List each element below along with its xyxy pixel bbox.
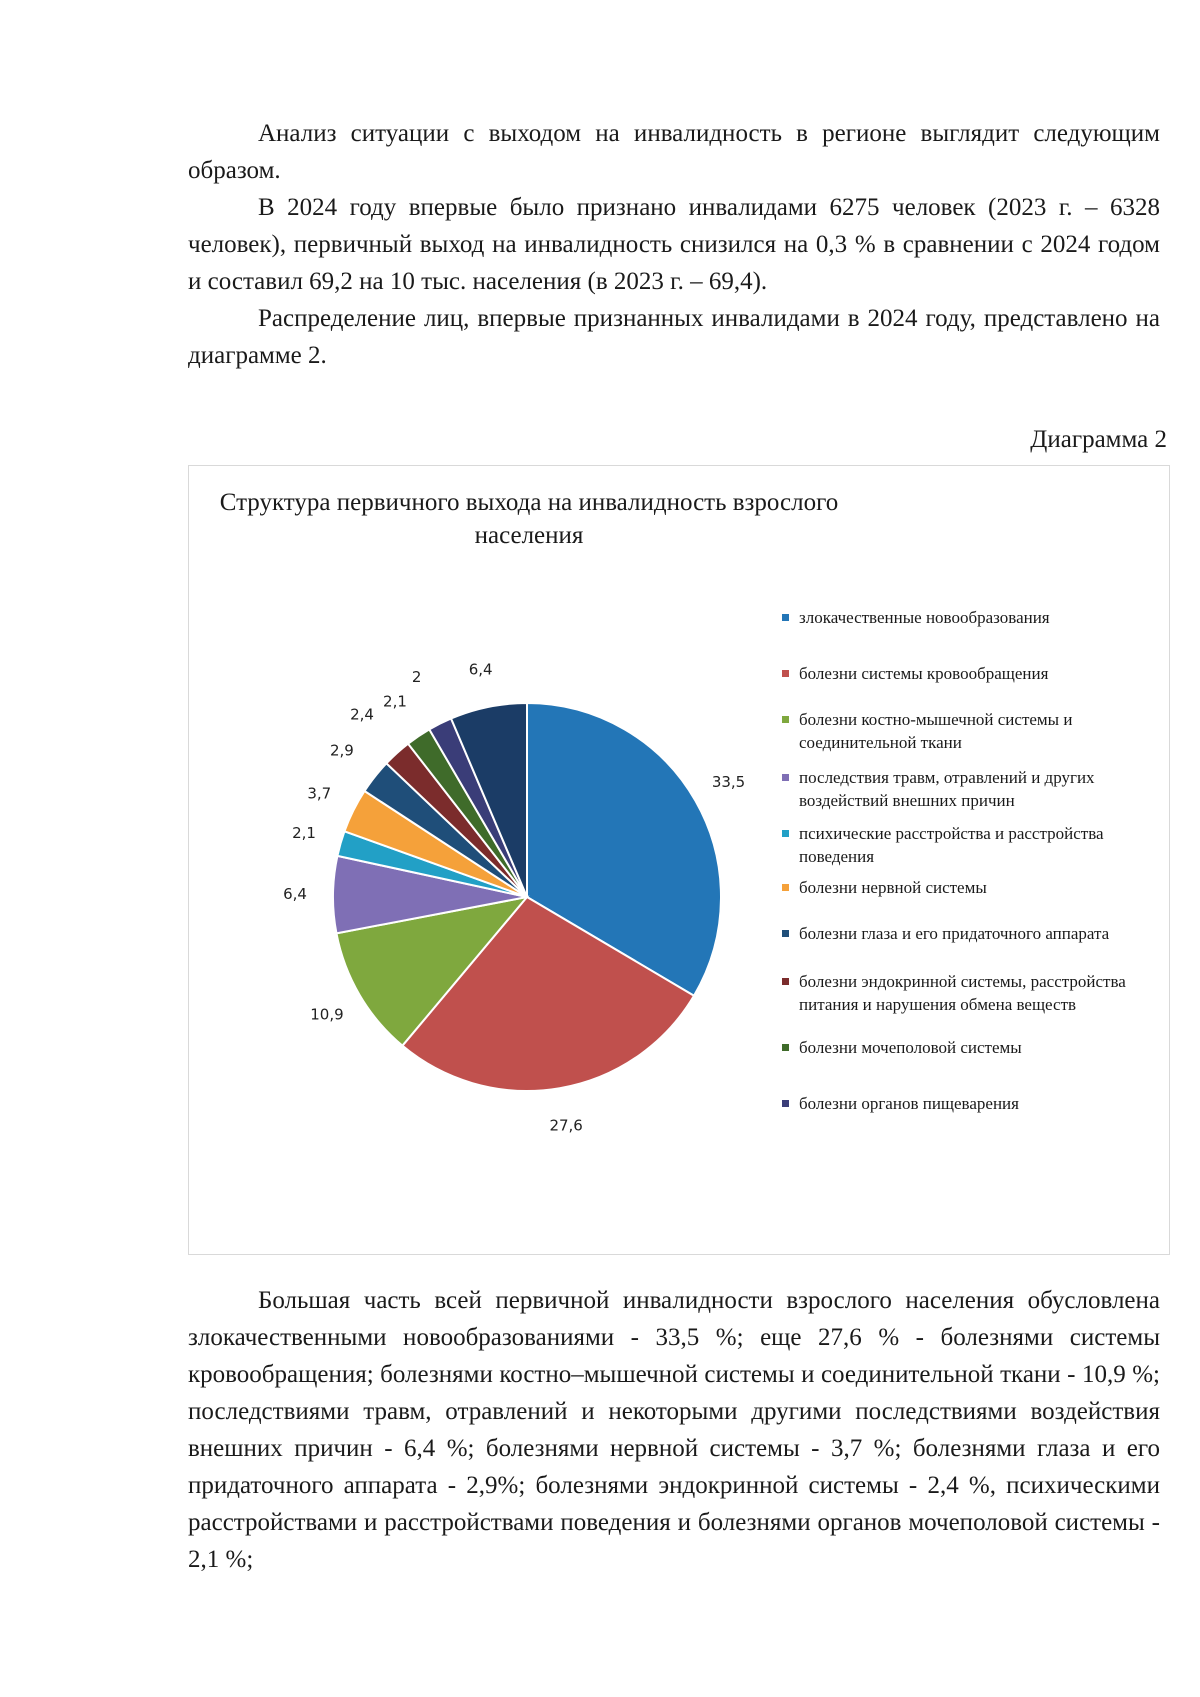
legend-item	[782, 970, 1162, 1016]
legend-swatch	[782, 1100, 789, 1107]
legend-label: болезни глаза и его придаточного аппарата	[799, 924, 1110, 943]
legend-item	[782, 1092, 1162, 1115]
pie-data-label: 2,1	[292, 823, 316, 842]
legend-label: злокачественные новообразования	[799, 608, 1050, 627]
legend-swatch	[782, 930, 789, 937]
pie-data-label: 2,9	[329, 741, 354, 760]
legend-swatch	[782, 884, 789, 891]
pie-data-label: 6,4	[468, 660, 493, 679]
legend-item	[782, 876, 1162, 899]
legend-swatch	[782, 716, 789, 723]
legend-swatch	[782, 1044, 789, 1051]
pie-chart	[188, 465, 1170, 1255]
chart-title: Структура первичного выхода на инвалидность взрослого населения	[219, 489, 839, 549]
pie-data-label: 2	[411, 668, 422, 687]
pie-data-label: 2,1	[383, 692, 407, 711]
pie-data-label: 3,7	[307, 784, 332, 803]
pie-data-label: 27,6	[549, 1116, 583, 1135]
pie-chart-svg	[189, 466, 789, 1166]
legend-label: болезни костно-мышечной системы и соединительной ткани	[799, 710, 1073, 752]
legend-swatch	[782, 830, 789, 837]
legend-swatch	[782, 774, 789, 781]
legend-swatch	[782, 670, 789, 677]
legend-label: болезни системы кровообращения	[799, 664, 1049, 683]
conclusion-paragraph: Большая часть всей первичной инвалидности взрослого населения обусловлена злокачественными новообразованиями - 33,5 %; еще 27,6 % - болезнями системы кровообращения; болезнями костно–мышечной системы и соединительной ткани - 10,9 %; последствиями травм, отравлений и некоторыми другими последствиями воздействия внешних причин - 6,4 %; болезнями нервной системы - 3,7 %; болезнями глаза и его придаточного аппарата - 2,9%; болезнями эндокринной системы - 2,4 %, психическими расстройствами и расстройствами поведения и болезнями органов мочеполовой системы - 2,1 %;	[188, 1287, 1160, 1573]
legend-item	[782, 1036, 1162, 1059]
legend-item	[782, 708, 1162, 754]
legend-item	[782, 922, 1162, 945]
legend-label: последствия травм, отравлений и других воздействий внешних причин	[799, 768, 1095, 810]
legend-label: психические расстройства и расстройства поведения	[799, 824, 1104, 866]
legend-label: болезни эндокринной системы, расстройства питания и нарушения обмена веществ	[799, 972, 1126, 1014]
legend-label: болезни нервной системы	[799, 878, 987, 897]
legend-swatch	[782, 614, 789, 621]
statistics-paragraph: В 2024 году впервые было признано инвалидами 6275 человек (2023 г. – 6328 человек), первичный выход на инвалидность снизился на 0,3 % в сравнении с 2024 годом и составил 69,2 на 10 тыс. населения (в 2023 г. – 69,4).	[188, 194, 1160, 295]
legend-label: болезни органов пищеварения	[799, 1094, 1019, 1113]
pie-data-label: 2,4	[350, 705, 374, 724]
pie-data-label: 10,9	[310, 1005, 344, 1024]
legend-swatch	[782, 978, 789, 985]
diagram-caption: Диаграмма 2	[1030, 426, 1167, 453]
legend-item	[782, 662, 1162, 685]
legend-item	[782, 766, 1162, 812]
pie-data-label: 6,4	[283, 885, 307, 904]
legend-item	[782, 822, 1162, 868]
legend-label: болезни мочеполовой системы	[799, 1038, 1022, 1057]
pie-data-label: 33,5	[711, 773, 746, 792]
distribution-paragraph: Распределение лиц, впервые признанных инвалидами в 2024 году, представлено на диаграмме 2.	[188, 305, 1160, 369]
legend-item	[782, 606, 1162, 629]
intro-paragraph: Анализ ситуации с выходом на инвалидность в регионе выглядит следующим образом.	[188, 120, 1160, 184]
